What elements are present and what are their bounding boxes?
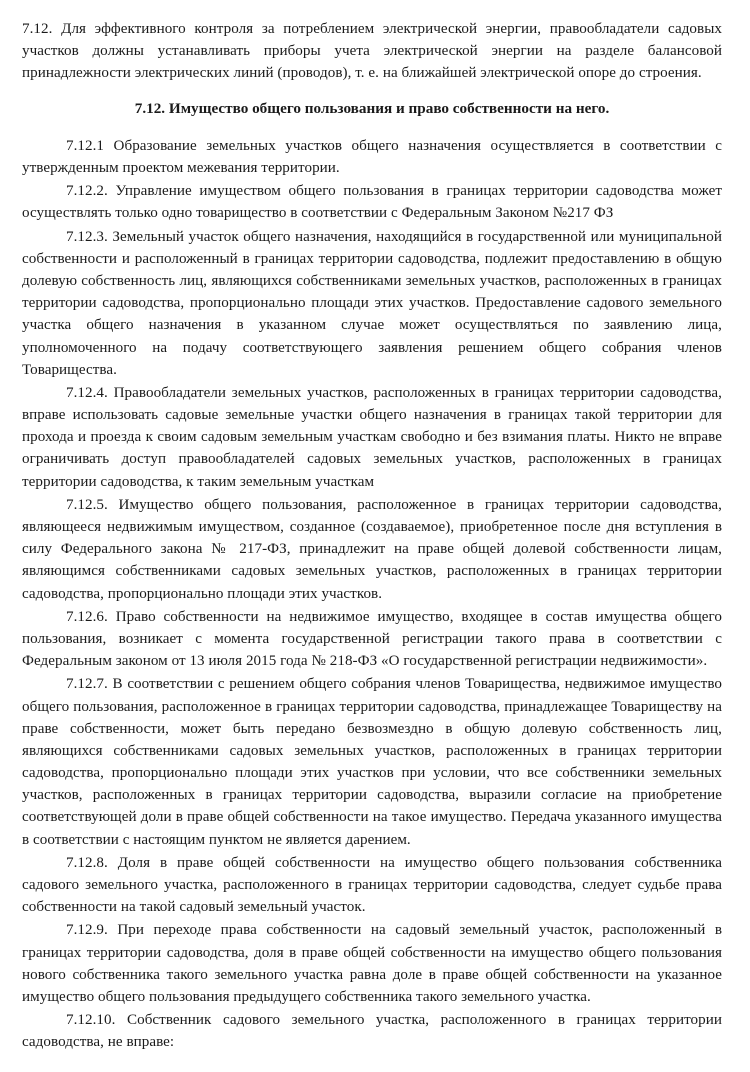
clause-7-12-1: 7.12.1 Образование земельных участков общего назначения осуществляется в соответствии с утвержденным проектом межевания территории.: [22, 137, 722, 177]
intro-paragraph: 7.12. Для эффективного контроля за потреблением электрической энергии, правообладатели садовых участков должны устанавливать приборы учета электрической энергии на разделе балансовой принадлежности электрических линий (проводов), т. е. на ближайшей электрической опоре до строения.: [22, 21, 722, 82]
clause-7-12-4: 7.12.4. Правообладатели земельных участков, расположенных в границах территории садоводства, вправе использовать садовые земельные участки общего назначения в границах такой территории для прохода и проезда к своим садовым земельным участкам свободно и без взимания платы. Никто не вправе ограничивать доступ правообладателей садовых земельных участков, расположенных в границах территории садоводства, к таким земельным участкам: [22, 384, 722, 490]
clause-7-12-5: 7.12.5. Имущество общего пользования, расположенное в границах территории садоводства, являющееся недвижимым имуществом, созданное (создаваемое), приобретенное после дня вступления в силу Федерального закона № 217-ФЗ, принадлежит на праве общей долевой собственности лицам, являющимся собственниками садовых земельных участков, расположенных в границах территории садоводства, пропорционально площади этих участков.: [22, 496, 722, 602]
clause-7-12-8: 7.12.8. Доля в праве общей собственности на имущество общего пользования собственника садового земельного участка, расположенного в границах территории садоводства, следует судьбе права собственности на такой садовый земельный участок.: [22, 854, 722, 916]
clause-7-12-3: 7.12.3. Земельный участок общего назначения, находящийся в государственной или муниципальной собственности и расположенный в границах территории садоводства, подлежит предоставлению в общую долевую собственность лиц, являющихся собственниками земельных участков, расположенных в границах территории садоводства, пропорционально площади этих участков. Предоставление садового земельного участка общего назначения в указанном случае может осуществляться по заявлению лица, уполномоченного на подачу соответствующего заявления решением общего собрания членов Товарищества.: [22, 228, 722, 378]
clause-7-12-7: 7.12.7. В соответствии с решением общего собрания членов Товарищества, недвижимое имущество общего пользования, расположенное в границах территории садоводства, принадлежащее Товариществу на праве собственности, может быть передано безвозмездно в общую долевую собственность лиц, являющихся собственниками садовых земельных участков, расположенных в границах территории садоводства, пропорционально площади этих участков при условии, что все собственники земельных участков, расположенных в границах территории садоводства, выразили согласие на приобретение соответствующей доли в праве общей собственности на такое имущество. Передача указанного имущества в соответствии с настоящим пунктом не является дарением.: [22, 676, 722, 848]
section-heading: 7.12. Имущество общего пользования и право собственности на него.: [134, 99, 610, 117]
clause-7-12-2: 7.12.2. Управление имуществом общего пользования в границах территории садоводства может осуществлять только одно товарищество в соответствии с Федеральным Законом №217 ФЗ: [22, 183, 722, 222]
clause-7-12-10: 7.12.10. Собственник садового земельного участка, расположенного в границах территории садоводства, не вправе:: [22, 1012, 722, 1051]
clause-7-12-9: 7.12.9. При переходе права собственности на садовый земельный участок, расположенный в границах территории садоводства, доля в праве общей собственности на имущество общего пользования нового собственника такого земельного участка равна доле в праве общей собственности на указанное имущество общего пользования предыдущего собственника такого земельного участка.: [22, 922, 722, 1005]
clause-7-12-6: 7.12.6. Право собственности на недвижимое имущество, входящее в состав имущества общего пользования, возникает с момента государственной регистрации такого права в соответствии с Федеральным законом от 13 июля 2015 года № 218-ФЗ «О государственной регистрации недвижимости».: [22, 608, 722, 670]
